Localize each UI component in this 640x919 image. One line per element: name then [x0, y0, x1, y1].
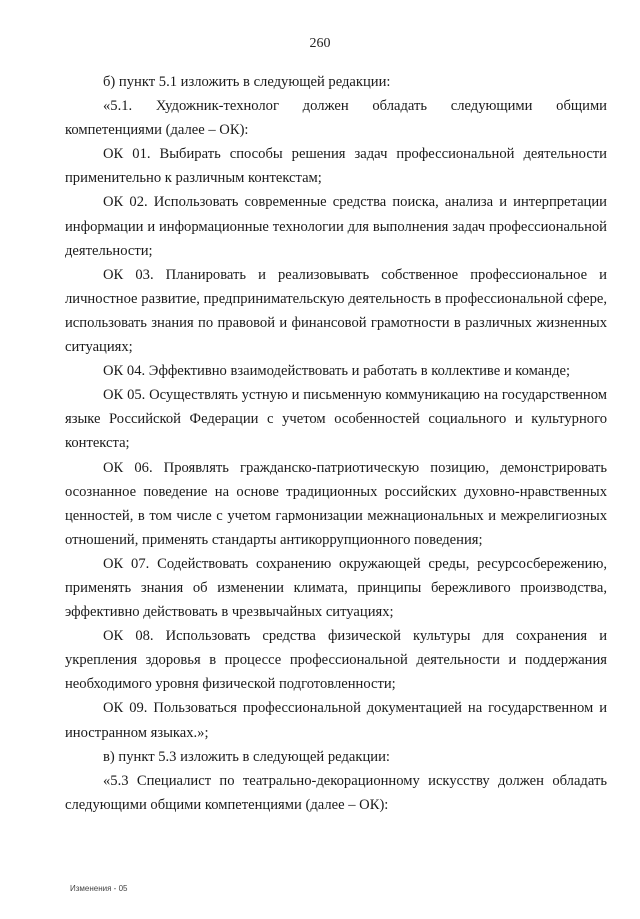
paragraph-ok-04: ОК 04. Эффективно взаимодействовать и работать в коллективе и команде; [103, 363, 571, 380]
paragraph-ok-01: ОК 01. Выбирать способы решения задач профессиональной деятельности применительно к различным контекстам; [65, 146, 607, 187]
paragraph-ok-06: ОК 06. Проявлять гражданско-патриотическую позицию, демонстрировать осознанное поведение на основе традиционных российских духовно-нравственных ценностей, в том числе с учетом гармонизации межнациональных и межрелигиозных отношений, применять стандарты антикоррупционного поведения; [65, 459, 607, 548]
paragraph-item-5-1: «5.1. Художник-технолог должен обладать следующими общими компетенциями (далее – ОК): [65, 98, 607, 139]
document-body [65, 70, 607, 817]
paragraph-ok-07: ОК 07. Содействовать сохранению окружающей среды, ресурсосбережению, применять знания об изменении климата, принципы бережливого производства, эффективно действовать в чрезвычайных ситуациях; [65, 555, 607, 621]
paragraph-item-v-intro: в) пункт 5.3 изложить в следующей редакции: [103, 748, 390, 765]
paragraph-ok-03: ОК 03. Планировать и реализовывать собственное профессиональное и личностное развитие, предпринимательскую деятельность в профессиональной сфере, использовать знания по правовой и финансовой грамотности в различных жизненных ситуациях; [65, 266, 607, 356]
paragraph-ok-05: ОК 05. Осуществлять устную и письменную коммуникацию на государственном языке Российской Федерации с учетом особенностей социального и культурного контекста; [65, 387, 607, 452]
paragraph-ok-09: ОК 09. Пользоваться профессиональной документацией на государственном и иностранном языках.»; [65, 700, 607, 741]
paragraph-item-b-intro: б) пункт 5.1 изложить в следующей редакции: [103, 74, 391, 90]
page-number: 260 [309, 36, 331, 51]
paragraph-ok-02: ОК 02. Использовать современные средства поиска, анализа и интерпретации информации и информационные технологии для выполнения задач профессиональной деятельности; [65, 194, 607, 259]
page-footer: Изменения - 05 [70, 884, 128, 893]
paragraph-item-5-3: «5.3 Специалист по театрально-декорационному искусству должен обладать следующими общими компетенциями (далее – ОК): [65, 772, 607, 813]
paragraph-ok-08: ОК 08. Использовать средства физической культуры для сохранения и укрепления здоровья в процессе профессиональной деятельности и поддержания необходимого уровня физической подготовленности; [65, 628, 607, 693]
